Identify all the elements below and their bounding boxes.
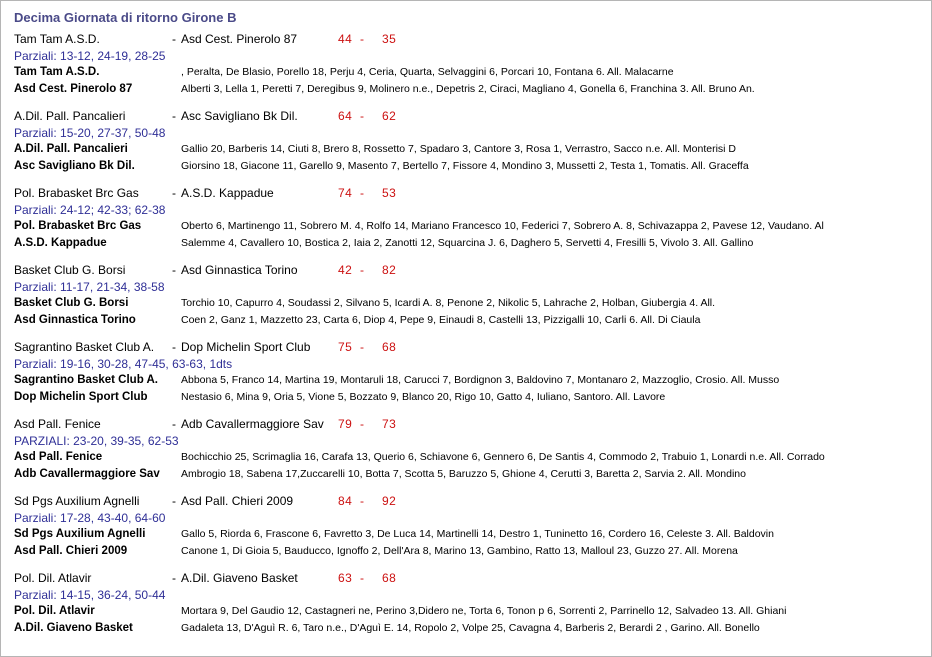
match-block bbox=[1, 494, 931, 571]
final-score bbox=[338, 109, 396, 123]
home-roster-players: Torchio 10, Capurro 4, Soudassi 2, Silvano 5, Icardi A. 8, Penone 2, Nikolic 5, Lahrache 2, Holban, Giubergia 4. All. bbox=[181, 297, 716, 309]
match-block bbox=[1, 571, 931, 648]
away-team-name: Asc Savigliano Bk Dil. bbox=[181, 109, 298, 123]
final-score bbox=[338, 494, 396, 508]
final-score bbox=[338, 340, 396, 354]
home-roster-team-label: Pol. Brabasket Brc Gas bbox=[14, 220, 142, 232]
home-roster-players: Gallio 20, Barberis 14, Ciuti 8, Brero 8, Rossetto 7, Spadaro 3, Cantore 3, Rosa 1, Verrastro, Sacco n.e. All. Monterisi D bbox=[181, 143, 737, 155]
away-roster-players: Ambrogio 18, Sabena 17,Zuccarelli 10, Botta 7, Scotta 5, Baruzzo 5, Ghione 4, Cerutti 3, Baretta 2, Sarvia 2. All. Mondino bbox=[181, 468, 746, 480]
away-roster-players: Alberti 3, Lella 1, Peretti 7, Deregibus 9, Molinero n.e., Depetris 2, Ciraci, Magliano 4, Gonella 6, Franchina 3. All. Bruno An. bbox=[181, 83, 755, 95]
away-score: 68 bbox=[382, 571, 397, 585]
home-roster-players: Gallo 5, Riorda 6, Frascone 6, Favretto 3, De Luca 14, Martinelli 14, Destro 1, Tuninetto 16, Cordero 16, Celeste 3. All. Baldovin bbox=[181, 528, 774, 540]
team-separator: - bbox=[172, 32, 176, 46]
home-score: 74 bbox=[338, 186, 353, 200]
away-roster-team-label: A.Dil. Giaveno Basket bbox=[14, 622, 133, 634]
partial-scores: Parziali: 11-17, 21-34, 38-58 bbox=[14, 280, 165, 294]
home-roster-players: Bochicchio 25, Scrimaglia 16, Carafa 13, Querio 6, Schiavone 6, Gennero 6, De Santis 4, Commodo 2, Trabuio 1, Lonardi n.e. All. Corrado bbox=[181, 451, 825, 463]
score-separator: - bbox=[360, 494, 365, 508]
home-score: 44 bbox=[338, 32, 353, 46]
team-separator: - bbox=[172, 417, 176, 431]
home-score: 64 bbox=[338, 109, 353, 123]
partial-scores: Parziali: 17-28, 43-40, 64-60 bbox=[14, 511, 166, 525]
away-team-name: A.Dil. Giaveno Basket bbox=[181, 571, 298, 585]
away-team-name: Asd Ginnastica Torino bbox=[181, 263, 298, 277]
partial-scores: Parziali: 15-20, 27-37, 50-48 bbox=[14, 126, 166, 140]
home-team-name: Sagrantino Basket Club A. bbox=[14, 340, 155, 354]
partial-scores: Parziali: 14-15, 36-24, 50-44 bbox=[14, 588, 166, 602]
match-block bbox=[1, 417, 931, 494]
home-roster-team-label: A.Dil. Pall. Pancalieri bbox=[14, 143, 128, 155]
home-roster-players: Oberto 6, Martinengo 11, Sobrero M. 4, Rolfo 14, Mariano Francesco 10, Federici 7, Sobrero A. 8, Schivazappa 2, Pavese 12, Vaudano. Al bbox=[181, 220, 824, 232]
home-score: 75 bbox=[338, 340, 353, 354]
away-roster-players: Canone 1, Di Gioia 5, Bauducco, Ignoffo 2, Dell'Ara 8, Marino 13, Gambino, Ratto 13, Malloul 23, Guzzo 27. All. Morena bbox=[181, 545, 738, 557]
home-roster-players: , Peralta, De Blasio, Porello 18, Perju 4, Ceria, Quarta, Selvaggini 6, Porcari 10, Fontana 6. All. Malacarne bbox=[181, 66, 674, 78]
away-team-name: Asd Cest. Pinerolo 87 bbox=[181, 32, 298, 46]
away-score: 53 bbox=[382, 186, 397, 200]
partial-scores: PARZIALI: 23-20, 39-35, 62-53 bbox=[14, 434, 179, 448]
home-team-name: A.Dil. Pall. Pancalieri bbox=[14, 109, 126, 123]
final-score bbox=[338, 186, 396, 200]
partial-scores: Parziali: 19-16, 30-28, 47-45, 63-63, 1dts bbox=[14, 357, 233, 371]
away-team-name: Adb Cavallermaggiore Sav bbox=[181, 417, 324, 431]
away-roster-players: Coen 2, Ganz 1, Mazzetto 23, Carta 6, Diop 4, Pepe 9, Einaudi 8, Castelli 13, Pizzigalli 10, Carli 6. All. Di Ciaula bbox=[181, 314, 701, 326]
home-team-name: Asd Pall. Fenice bbox=[14, 417, 101, 431]
score-separator: - bbox=[360, 109, 365, 123]
score-separator: - bbox=[360, 32, 365, 46]
home-team-name: Sd Pgs Auxilium Agnelli bbox=[14, 494, 140, 508]
score-separator: - bbox=[360, 340, 365, 354]
away-score: 62 bbox=[382, 109, 397, 123]
home-roster-players: Mortara 9, Del Gaudio 12, Castagneri ne, Perino 3,Didero ne, Torta 6, Tonon p 6, Sorrenti 2, Parrinello 12, Salvadeo 13. All. Ghiani bbox=[181, 605, 787, 617]
away-score: 82 bbox=[382, 263, 397, 277]
home-roster-team-label: Sagrantino Basket Club A. bbox=[14, 374, 158, 386]
home-team-name: Pol. Brabasket Brc Gas bbox=[14, 186, 139, 200]
team-separator: - bbox=[172, 186, 176, 200]
match-block bbox=[1, 186, 931, 263]
home-team-name: Basket Club G. Borsi bbox=[14, 263, 126, 277]
home-roster-players: Abbona 5, Franco 14, Martina 19, Montaruli 18, Carucci 7, Bordignon 3, Baldovino 7, Montanaro 2, Mazzoglio, Crosio. All. Musso bbox=[181, 374, 780, 386]
partial-scores: Parziali: 13-12, 24-19, 28-25 bbox=[14, 49, 166, 63]
team-separator: - bbox=[172, 109, 176, 123]
away-team-name: Asd Pall. Chieri 2009 bbox=[181, 494, 294, 508]
team-separator: - bbox=[172, 340, 176, 354]
home-roster-team-label: Tam Tam A.S.D. bbox=[14, 66, 100, 78]
away-roster-team-label: A.S.D. Kappadue bbox=[14, 237, 107, 249]
match-block bbox=[1, 32, 931, 109]
away-team-name: A.S.D. Kappadue bbox=[181, 186, 274, 200]
team-separator: - bbox=[172, 494, 176, 508]
away-roster-team-label: Asd Pall. Chieri 2009 bbox=[14, 545, 128, 557]
home-roster-team-label: Sd Pgs Auxilium Agnelli bbox=[14, 528, 146, 540]
away-score: 68 bbox=[382, 340, 397, 354]
team-separator: - bbox=[172, 571, 176, 585]
partial-scores: Parziali: 24-12; 42-33; 62-38 bbox=[14, 203, 166, 217]
away-score: 92 bbox=[382, 494, 397, 508]
away-roster-team-label: Asc Savigliano Bk Dil. bbox=[14, 160, 135, 172]
final-score bbox=[338, 417, 396, 431]
score-separator: - bbox=[360, 571, 365, 585]
away-team-name: Dop Michelin Sport Club bbox=[181, 340, 311, 354]
away-roster-players: Giorsino 18, Giacone 11, Garello 9, Masento 7, Bertello 7, Fissore 4, Mondino 3, Mussetti 2, Testa 1, Tomatis. All. Graceffa bbox=[181, 160, 749, 172]
home-roster-team-label: Asd Pall. Fenice bbox=[14, 451, 103, 463]
away-roster-team-label: Asd Ginnastica Torino bbox=[14, 314, 136, 326]
away-roster-players: Salemme 4, Cavallero 10, Bostica 2, Iaia 2, Zanotti 12, Squarcina J. 6, Daghero 5, Servetti 4, Fresilli 5, Vivolo 3. All. Gallino bbox=[181, 237, 754, 249]
home-roster-team-label: Basket Club G. Borsi bbox=[14, 297, 129, 309]
score-separator: - bbox=[360, 186, 365, 200]
away-score: 73 bbox=[382, 417, 397, 431]
page-title: Decima Giornata di ritorno Girone B bbox=[14, 10, 237, 25]
score-separator: - bbox=[360, 263, 365, 277]
home-score: 63 bbox=[338, 571, 353, 585]
home-score: 42 bbox=[338, 263, 353, 277]
home-roster-team-label: Pol. Dil. Atlavir bbox=[14, 605, 95, 617]
home-team-name: Pol. Dil. Atlavir bbox=[14, 571, 92, 585]
away-roster-players: Gadaleta 13, D'Aguì R. 6, Taro n.e., D'Aguì E. 14, Ropolo 2, Volpe 25, Cavagna 4, Barberis 2, Berardi 2 , Garino. All. Bonello bbox=[181, 622, 760, 634]
score-separator: - bbox=[360, 417, 365, 431]
home-score: 84 bbox=[338, 494, 353, 508]
home-score: 79 bbox=[338, 417, 353, 431]
match-block bbox=[1, 263, 931, 340]
team-separator: - bbox=[172, 263, 176, 277]
away-roster-team-label: Asd Cest. Pinerolo 87 bbox=[14, 83, 133, 95]
match-block bbox=[1, 109, 931, 186]
away-roster-players: Nestasio 6, Mina 9, Oria 5, Vione 5, Bozzato 9, Blanco 20, Rigo 10, Gatto 4, Iuliano, Santoro. All. Lavore bbox=[181, 391, 666, 403]
away-roster-team-label: Dop Michelin Sport Club bbox=[14, 391, 148, 403]
final-score bbox=[338, 263, 396, 277]
final-score bbox=[338, 571, 396, 585]
away-roster-team-label: Adb Cavallermaggiore Sav bbox=[14, 468, 160, 480]
away-score: 35 bbox=[382, 32, 397, 46]
match-block bbox=[1, 340, 931, 417]
final-score bbox=[338, 32, 396, 46]
home-team-name: Tam Tam A.S.D. bbox=[14, 32, 100, 46]
